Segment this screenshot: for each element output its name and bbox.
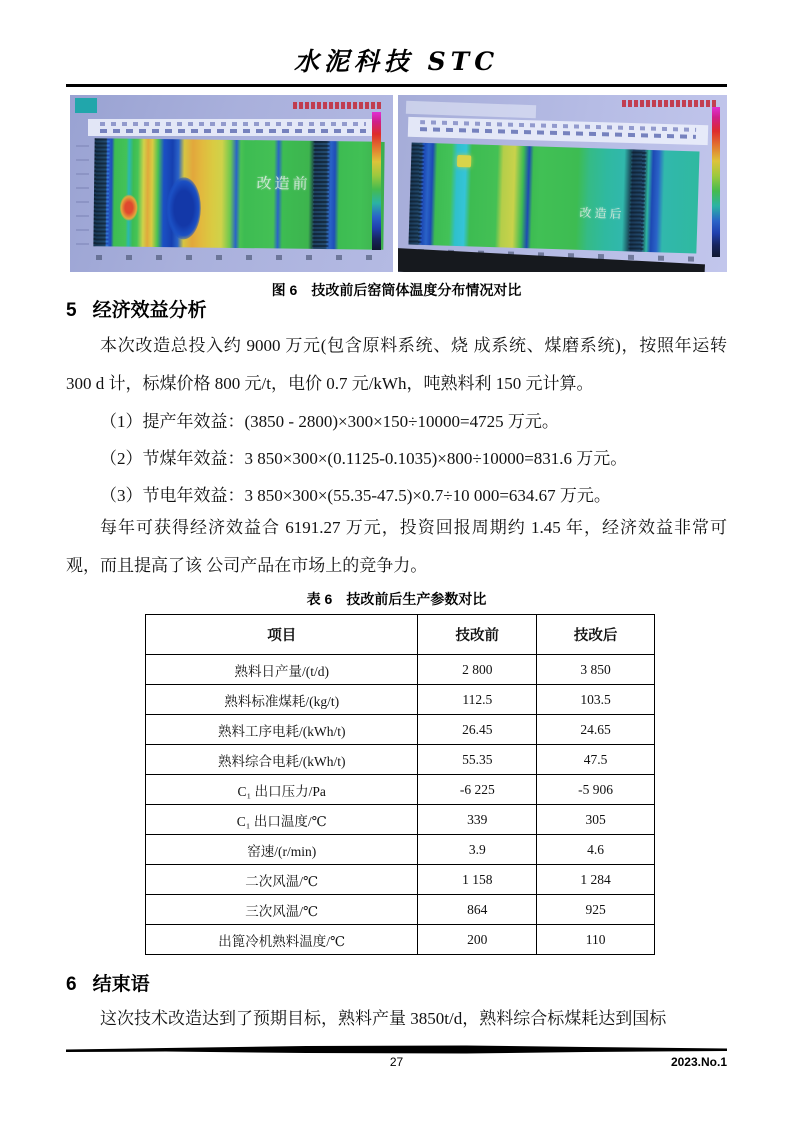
param-after: 110 — [537, 925, 655, 955]
para-total-benefit: 每年可获得经济效益合 6191.27 万元，投资回报周期约 1.45 年，经济效益非常可观，而且提高了该 公司产品在市场上的竞争力。 — [66, 518, 727, 575]
section-5-number: 5 — [66, 300, 77, 321]
param-name: 熟料日产量/(t/d) — [146, 655, 418, 685]
param-name: C₁ 出口压力/Pa — [146, 775, 418, 805]
thermal-photo-after — [398, 95, 727, 272]
section-6-title: 结束语 — [92, 974, 150, 995]
para-investment: 本次改造总投入约 9000 万元(包含原料系统、烧 成系统、煤磨系统)，按照年运转 300 d 计，标煤价格 800 元/t，电价 0.7 元/kWh，吨熟料利 150 元计算。 — [66, 336, 727, 393]
footer-rule — [66, 1042, 727, 1052]
param-before: 339 — [418, 805, 537, 835]
table-row — [146, 715, 655, 745]
hot-spot — [120, 195, 138, 221]
kiln-dark-band — [629, 149, 647, 251]
param-after: 1 284 — [537, 865, 655, 895]
param-after: 305 — [537, 805, 655, 835]
param-name: C₁ 出口温度/℃ — [146, 805, 418, 835]
page-number: 27 — [389, 1055, 404, 1069]
temperature-color-scale — [372, 112, 381, 250]
table-row — [146, 775, 655, 805]
thermal-map-before — [93, 138, 384, 250]
param-before: 200 — [418, 925, 537, 955]
temperature-color-scale — [712, 107, 720, 257]
param-name: 出篦冷机熟料温度/℃ — [146, 925, 418, 955]
hot-spot — [457, 155, 471, 167]
para-conclusion: 这次技术改造达到了预期目标，熟料产量 3850t/d，熟料综合标煤耗达到国标 — [100, 1009, 667, 1028]
axis-bottom-labels — [96, 255, 382, 260]
col-header-after: 技改后 — [537, 615, 655, 655]
param-before: 3.9 — [418, 835, 537, 865]
screen-header-cells — [406, 101, 536, 119]
kiln-dark-band — [408, 143, 424, 245]
param-after: 4.6 — [537, 835, 655, 865]
param-before: 112.5 — [418, 685, 537, 715]
param-name: 熟料标准煤耗/(kg/t) — [146, 685, 418, 715]
param-before: 55.35 — [418, 745, 537, 775]
tick-labels — [100, 122, 367, 126]
axis-tick-band — [408, 117, 708, 145]
param-name: 三次风温/℃ — [146, 895, 418, 925]
param-after: 925 — [537, 895, 655, 925]
table-row — [146, 925, 655, 955]
thermal-header-readout — [622, 100, 717, 107]
thermal-photo-before — [70, 95, 393, 272]
thermal-label-before: 改造前 — [256, 175, 311, 194]
param-before: 2 800 — [418, 655, 537, 685]
axis-left-labels — [76, 145, 89, 245]
table-row — [146, 895, 655, 925]
param-after: 103.5 — [537, 685, 655, 715]
table-header-row — [146, 615, 655, 655]
param-before: -6 225 — [418, 775, 537, 805]
param-after: 3 850 — [537, 655, 655, 685]
benefit-item-2: （2）节煤年效益：3 850×300×(0.1125-0.1035)×800÷10000=831.6 万元。 — [100, 449, 628, 468]
param-name: 熟料综合电耗/(kWh/t) — [146, 745, 418, 775]
param-name: 窑速/(r/min) — [146, 835, 418, 865]
table-row — [146, 865, 655, 895]
footer-brush-line — [66, 1045, 727, 1055]
param-after: 47.5 — [537, 745, 655, 775]
section-5-heading — [66, 295, 207, 322]
section-6-number: 6 — [66, 974, 77, 995]
param-before: 864 — [418, 895, 537, 925]
header-rule — [66, 84, 727, 87]
table-caption: 表 6 技改前后生产参数对比 — [306, 591, 487, 607]
col-header-item: 项目 — [146, 615, 418, 655]
benefit-item-3: （3）节电年效益：3 850×300×(55.35-47.5)×0.7÷10 000=634.67 万元。 — [100, 486, 611, 505]
table-row — [146, 685, 655, 715]
param-before: 1 158 — [418, 865, 537, 895]
section-6-heading — [66, 969, 150, 996]
param-name: 熟料工序电耗/(kWh/t) — [146, 715, 418, 745]
table-row — [146, 835, 655, 865]
tick-labels — [100, 129, 367, 133]
param-after: 24.65 — [537, 715, 655, 745]
kiln-dark-band — [312, 141, 329, 249]
kiln-dark-band — [93, 138, 109, 246]
table-row — [146, 745, 655, 775]
param-name: 二次风温/℃ — [146, 865, 418, 895]
thermal-label-after: 改造后 — [579, 205, 625, 222]
param-after: -5 906 — [537, 775, 655, 805]
table-row — [146, 805, 655, 835]
table-row — [146, 655, 655, 685]
cold-spot — [166, 177, 201, 239]
issue-number: 2023.No.1 — [670, 1055, 727, 1069]
benefit-item-1: （1）提产年效益：(3850 - 2800)×300×150÷10000=4725 万元。 — [100, 412, 559, 431]
param-before: 26.45 — [418, 715, 537, 745]
thermal-header-readout — [293, 102, 381, 109]
figure-caption: 图 6 技改前后窑筒体温度分布情况对比 — [271, 282, 522, 298]
axis-tick-band — [88, 119, 378, 136]
screen-corner-chip — [75, 98, 97, 113]
col-header-before: 技改前 — [418, 615, 537, 655]
journal-title: 水泥科技 STC — [293, 47, 500, 76]
thermal-map-after — [408, 143, 699, 254]
production-params-table — [145, 614, 655, 955]
section-5-title: 经济效益分析 — [92, 300, 207, 321]
